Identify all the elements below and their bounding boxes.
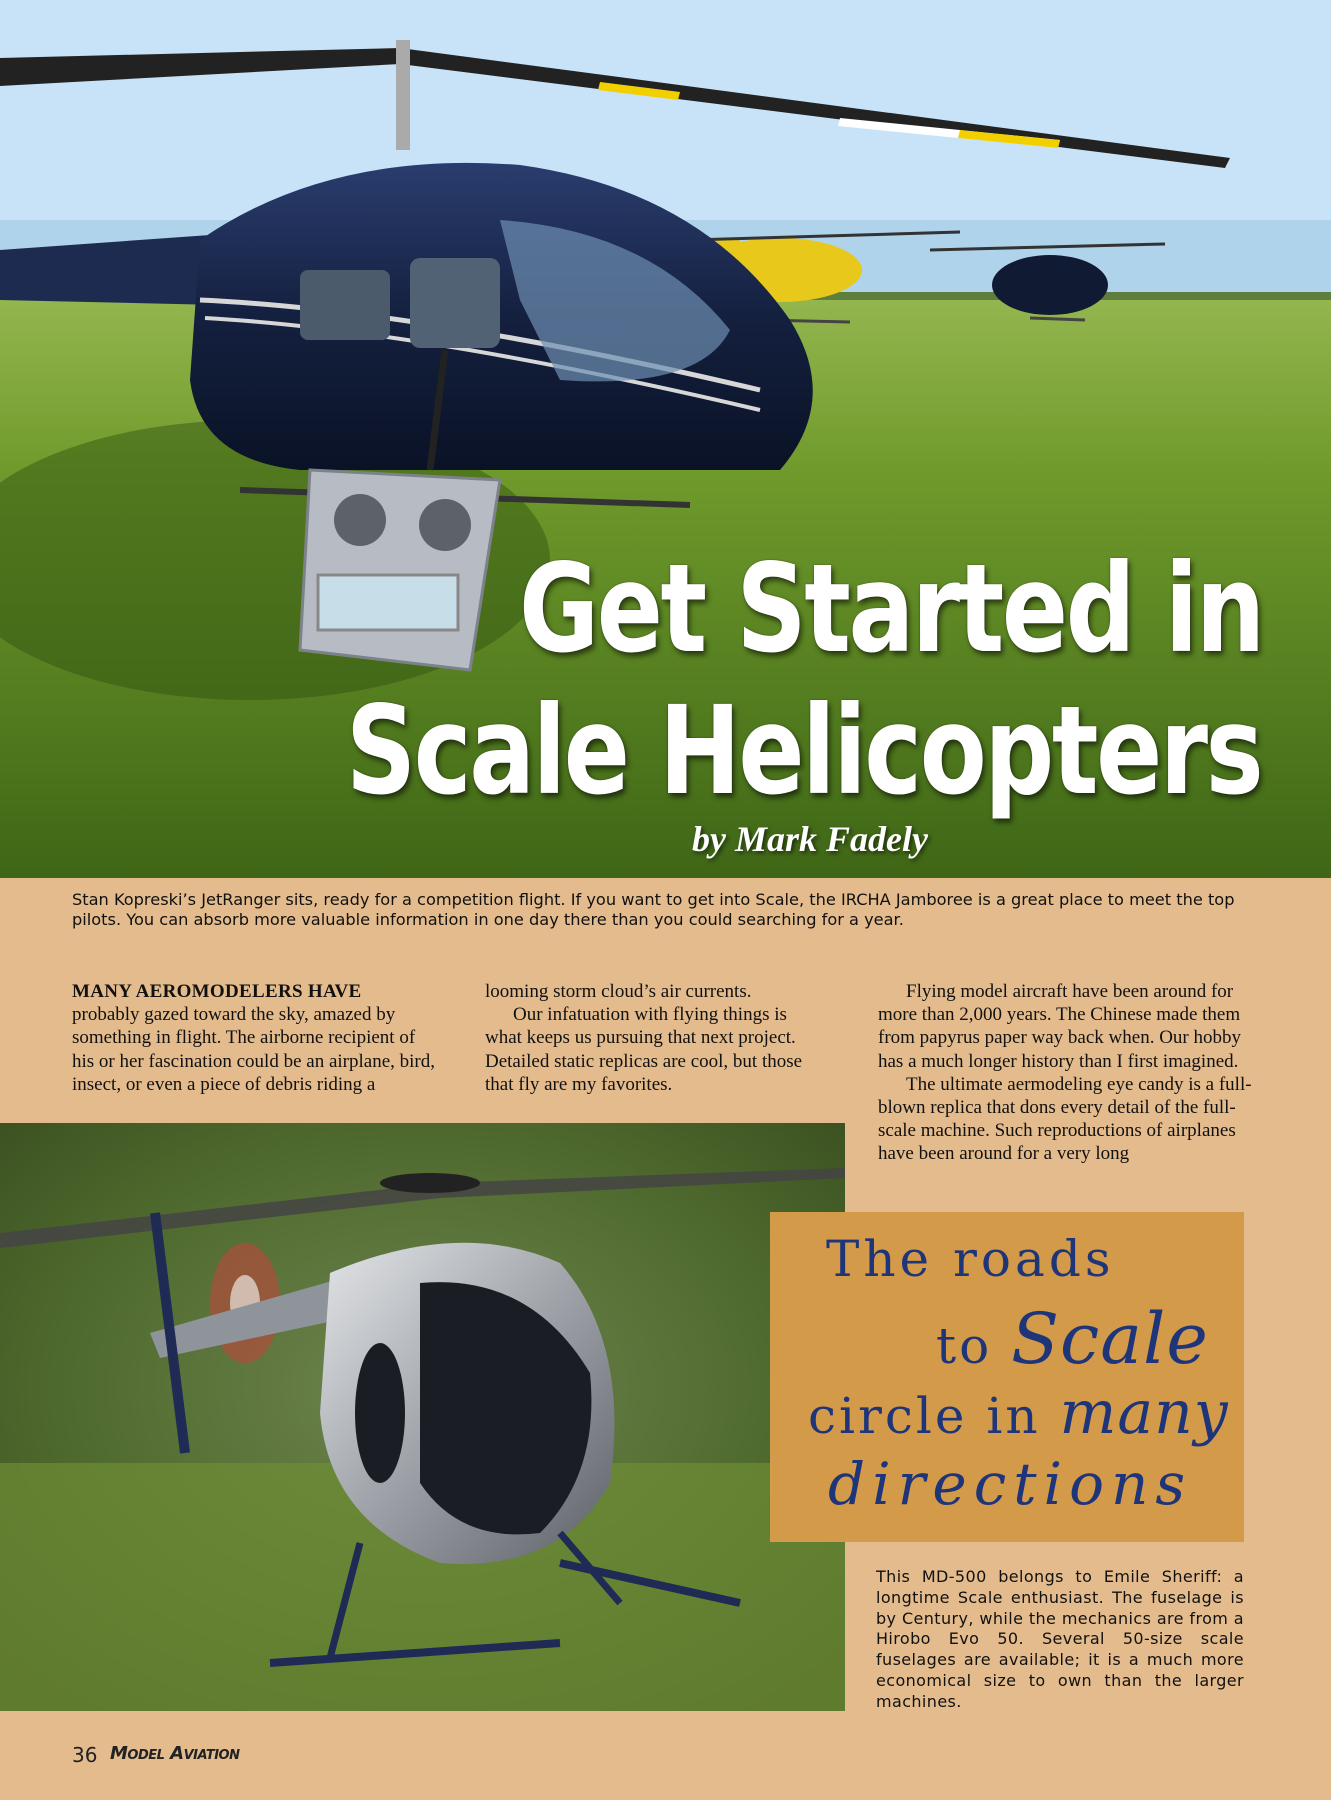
article-lead-in: MANY AEROMODELERS HAVE xyxy=(72,981,362,1002)
article-paragraph: probably gazed toward the sky, amazed by something in flight. The airborne recipient of his or her fascination could be an airplane, bird, insect, or even a piece of debris riding a xyxy=(72,1004,435,1095)
pull-quote xyxy=(770,1212,1244,1542)
article-paragraph: Flying model aircraft have been around for more than 2,000 years. The Chinese made them from papyrus paper way back when. Our hobby has a much longer history than I first imagined. xyxy=(878,981,1242,1072)
article-column-3 xyxy=(878,980,1253,1166)
photo-caption-top: Stan Kopreski’s JetRanger sits, ready for a competition flight. If you want to get into Scale, the IRCHA Jamboree is a great place to meet the top pilots. You can absorb more valuable information in one day there than you could searching for a year. xyxy=(72,890,1235,929)
article-paragraph: looming storm cloud’s air currents. xyxy=(485,981,752,1002)
article-title-line1: Get Started in xyxy=(519,538,1263,680)
photo-caption-bottom: This MD-500 belongs to Emile Sheriff: a longtime Scale enthusiast. The fuselage is by Century, while the mechanics are from a Hirobo Evo 50. Several 50-size scale fuselages are available; it is a much more economical size to own than the larger machines. xyxy=(876,1567,1244,1711)
md500-helicopter-photo xyxy=(0,1123,845,1711)
magazine-name: Model Aviation xyxy=(110,1743,240,1764)
pull-quote-text: circle in xyxy=(808,1387,1060,1445)
article-column-2 xyxy=(485,980,825,1096)
article-paragraph: Our infatuation with flying things is what keeps us pursuing that next project. Detailed static replicas are cool, but those that fly are my favorites. xyxy=(485,1004,803,1095)
pull-quote-emphasis: Scale xyxy=(1011,1298,1209,1380)
article-column-1 xyxy=(72,980,440,1096)
hero-photo xyxy=(0,0,1331,878)
article-paragraph: The ultimate aermodeling eye candy is a full-blown replica that dons every detail of the full-scale machine. Such reproductions of airplanes have been around for a very long xyxy=(878,1073,1252,1165)
pull-quote-line1: The roads xyxy=(826,1230,1115,1288)
byline: by Mark Fadely xyxy=(692,819,928,859)
pull-quote-line4: directions xyxy=(828,1450,1193,1518)
page-number: 36 xyxy=(72,1743,98,1767)
md500-helicopter-illustration xyxy=(0,1123,845,1711)
pull-quote-text: to xyxy=(936,1317,1012,1375)
pull-quote-line3 xyxy=(808,1378,1229,1448)
article-title-line2: Scale Helicopters xyxy=(345,680,1261,822)
pull-quote-emphasis: many xyxy=(1059,1378,1229,1448)
pull-quote-line2 xyxy=(936,1298,1209,1380)
